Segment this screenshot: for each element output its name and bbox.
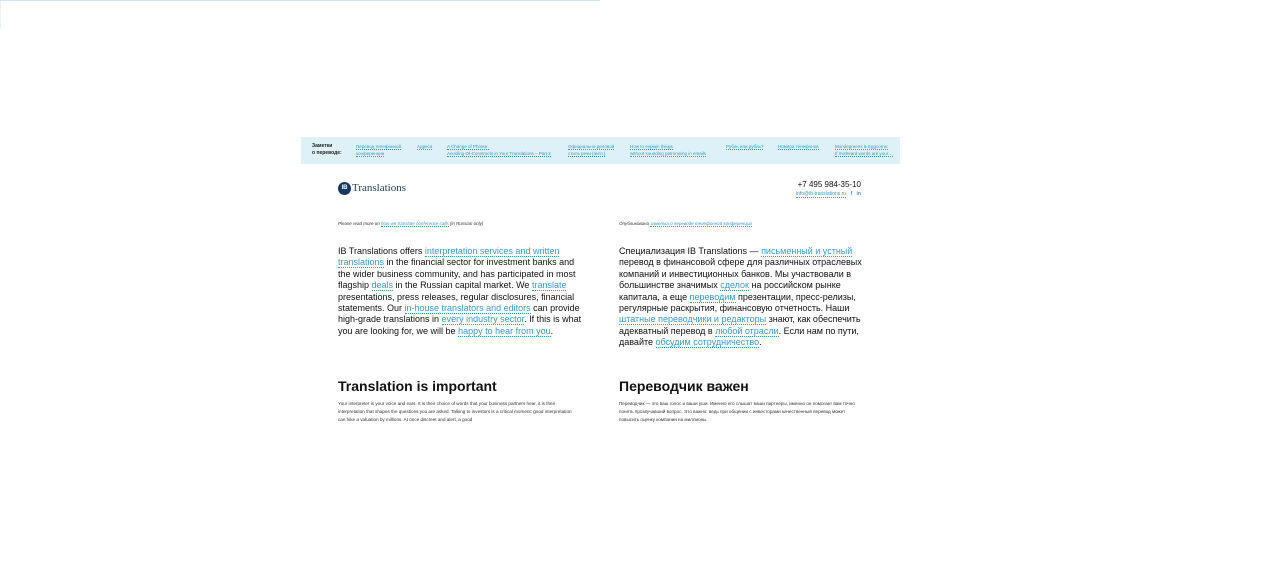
link-happy-to-hear[interactable]: happy to hear from you (458, 325, 551, 336)
contact-info (796, 180, 861, 198)
notes-link-6[interactable]: Рубль или рубль? (726, 144, 764, 149)
link-written-oral[interactable]: письменный и устный (761, 246, 853, 256)
russian-column (619, 221, 863, 349)
email-row (796, 190, 861, 198)
notes-link-1[interactable]: Перевод телефонной конференции (356, 144, 402, 156)
email-link[interactable]: info@ib-translations.ru (795, 191, 847, 197)
link-sdelok[interactable]: сделок (720, 280, 749, 291)
left-border-line (0, 1, 1, 29)
top-border-line (0, 0, 600, 1)
notes-link-8[interactable]: Mondegreens & Eggcorns: If misheard words are your… (835, 144, 893, 156)
logo-text: Translations (352, 182, 406, 194)
notes-bar (301, 137, 900, 164)
link-translate[interactable]: translate (531, 280, 567, 291)
english-note-link[interactable]: how we translate conference calls (381, 221, 449, 226)
logo[interactable] (338, 181, 406, 195)
russian-note-link[interactable]: заметка о переводе телефонной конференции (650, 221, 752, 226)
russian-heading: Переводчик важен (619, 378, 749, 394)
english-note: Please read more on how we translate conference calls (in Russian only) (338, 221, 484, 226)
link-every-industry-sector[interactable]: every industry sector (441, 314, 525, 325)
english-column (338, 221, 582, 337)
english-heading: Translation is important (338, 378, 497, 394)
link-any-industry[interactable]: любой отрасли (715, 325, 779, 336)
notes-link-3[interactable]: A Change of Phrase: Avoiding Of-Constructs in Your Translations – Part 2 (447, 144, 551, 156)
russian-note: Опубликована заметка о переводе телефонной конференции (619, 221, 752, 226)
linkedin-icon[interactable]: in (856, 191, 861, 197)
notes-link-7[interactable]: Номера телефонов (778, 144, 819, 149)
english-intro: IB Translations offers interpretation services and written translations in the financial sector for investment banks and the wider business community, and has participated in most flagship deals in the Russian capital market. We translate presentations, press releases, regular disclosures, financial statements. Our in-house translators and editors can provide high-grade translations in every industry sector. If this is what you are looking for, we will be happy to hear from you. (338, 246, 582, 336)
page-container (301, 137, 900, 437)
link-deals[interactable]: deals (371, 280, 394, 291)
notes-title: Заметки о переводе: (312, 143, 342, 156)
link-discuss-cooperation[interactable]: обсудим сотрудничество (655, 337, 760, 348)
link-perevodim[interactable]: переводим (689, 291, 736, 302)
link-interpretation-services[interactable]: interpretation services and written translations (338, 246, 560, 268)
russian-body: Переводчик — это ваш голос и ваши уши. Именно его слышат ваши партнеры, именно он помогает вам точно понять прозвучавший вопрос. Это важно: ведь при общении с инвесторами качественный перевод может повысить оценку компании на миллионы (619, 401, 855, 422)
notes-link-5[interactable]: How to explain things without sounding patronising in emails (630, 144, 707, 156)
logo-mark: IB (338, 182, 351, 195)
facebook-icon[interactable]: f (850, 191, 853, 197)
link-staff-translators[interactable]: штатные переводчики и редакторы (619, 314, 767, 325)
notes-link-2[interactable]: Адреса (417, 144, 433, 149)
phone-number: +7 495 984-35-10 (797, 180, 861, 189)
russian-intro: Специализация IB Translations — письменный и устный перевод в финансовой сфере для различных отраслевых компаний и инвестиционных банков. Мы участвовали в большинстве значимых сделок на российском рынке капитала, а еще переводим презентации, пресс-релизы, регулярные раскрытия, финансовую отчетность. Наши штатные переводчики и редакторы знают, как обеспечить адекватный перевод в любой отрасли. Если нам по пути, давайте обсудим сотрудничество. (619, 246, 862, 348)
link-in-house-translators[interactable]: in-house translators and editors (404, 303, 531, 314)
notes-link-4[interactable]: Официально-деловой стиль речи (англ.) (568, 144, 615, 156)
english-body: Your interpreter is your voice and ears. It is their choice of words that your business partners hear, it is their interpretation that shapes the questions you are asked. Talking to investors is a critical moment: good interpretation can hike a valuation by millions. At once discreet and alert, a good (338, 401, 572, 422)
